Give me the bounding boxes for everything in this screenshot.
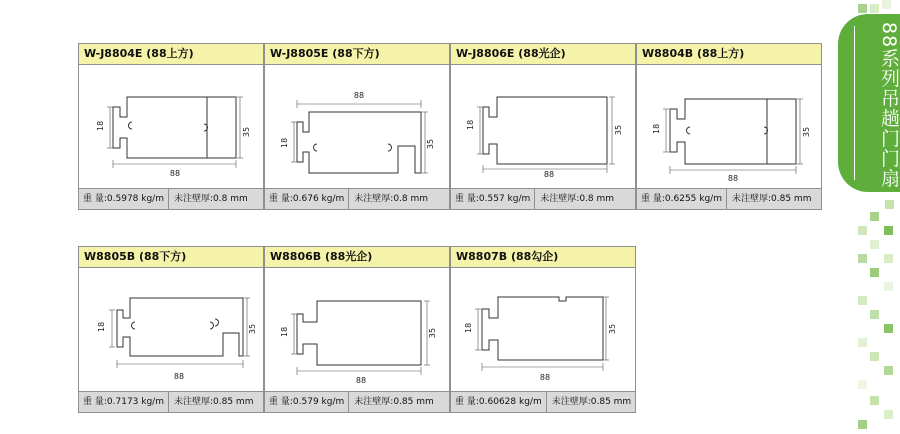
deco-square [870,310,879,319]
series-title: 88系列吊趟门门扇 [878,22,900,189]
wall-value: 0.85 mm [393,397,434,407]
wall-label: 未注壁厚: [731,194,772,204]
wall-cell [535,189,635,209]
weight-value: 0.60628 kg/m [478,397,542,407]
width-dim-label: 88 [353,91,365,100]
weight-cell [265,392,349,412]
weight-value: 0.5978 kg/m [106,194,164,204]
height-dim-label: 35 [802,126,811,138]
wall-value: 0.85 mm [590,397,632,407]
profile-model: W-J8806E (88光企) [451,44,635,65]
wall-cell [169,189,263,209]
weight-value: 0.6255 kg/m [664,194,722,204]
profile-footer [79,188,263,209]
weight-label: 重 量: [269,397,293,407]
weight-cell [79,392,169,412]
deco-square [858,380,867,389]
notch-dim-label: 18 [652,123,661,134]
width-dim-label: 88 [543,170,555,179]
width-dim-label: 88 [539,373,551,382]
wall-value: 0.85 mm [771,194,812,204]
height-dim-label: 35 [614,124,623,136]
deco-square [858,338,867,347]
wall-value: 0.85 mm [213,397,254,407]
weight-label: 重 量: [83,194,107,204]
profile-card [78,246,264,413]
width-dim-label: 88 [727,174,739,183]
deco-square [870,212,879,221]
wall-cell [169,392,263,412]
weight-cell [451,392,547,412]
deco-square [858,226,867,235]
wall-cell [349,392,449,412]
wall-label: 未注壁厚: [173,194,214,204]
weight-value: 0.557 kg/m [478,194,531,204]
weight-label: 重 量: [455,194,479,204]
profile-footer [265,188,449,209]
profile-model: W-J8805E (88下方) [265,44,449,65]
profile-model: W8804B (88上方) [637,44,821,65]
deco-square [858,4,867,13]
profile-card [450,43,636,210]
deco-square [884,254,893,263]
profile-drawing-bottom-bracket [79,267,263,392]
height-dim-label: 35 [426,138,435,150]
weight-label: 重 量: [641,194,665,204]
wall-value: 0.8 mm [393,194,429,204]
profile-model: W-J8804E (88上方) [79,44,263,65]
deco-square [884,410,893,419]
weight-label: 重 量: [83,397,107,407]
wall-label: 未注壁厚: [354,194,394,204]
notch-dim-label: 18 [280,326,289,337]
deco-square [870,240,879,249]
series-side-tab [838,14,900,192]
deco-square [885,200,894,209]
profile-footer [79,391,263,412]
profile-card [264,43,450,210]
weight-value: 0.579 kg/m [292,397,345,407]
profile-model: W8807B (88勾企) [451,247,635,268]
weight-label: 重 量: [455,397,479,407]
height-dim-label: 35 [242,126,251,138]
deco-square [870,268,879,277]
profile-footer [637,188,821,209]
deco-square [858,296,867,305]
profile-drawing-top-bracket [79,64,263,189]
profile-drawing-bottom-bracket [265,64,449,189]
deco-square [884,324,893,333]
weight-cell [265,189,349,209]
wall-label: 未注壁厚: [354,397,394,407]
height-dim-label: 35 [248,323,257,335]
wall-label: 未注壁厚: [551,397,591,407]
notch-dim-label: 18 [464,322,473,333]
weight-value: 0.7173 kg/m [106,397,164,407]
profile-drawing-top-bracket [637,64,821,189]
wall-cell [349,189,449,209]
width-dim-label: 88 [169,169,181,178]
deco-square [858,420,867,429]
weight-value: 0.676 kg/m [292,194,345,204]
profile-card [78,43,264,210]
width-dim-label: 88 [173,372,185,381]
weight-label: 重 量: [269,194,293,204]
notch-dim-label: 18 [96,120,105,131]
height-dim-label: 35 [608,323,617,335]
deco-square [870,396,879,405]
notch-dim-label: 18 [466,119,475,130]
weight-cell [79,189,169,209]
profile-drawing-flat-stile [265,267,449,392]
profile-card [636,43,822,210]
wall-value: 0.8 mm [579,194,615,204]
profile-card [264,246,450,413]
height-dim-label: 35 [428,327,437,339]
wall-cell [727,189,821,209]
deco-square [884,282,893,291]
notch-dim-label: 18 [280,137,289,148]
weight-cell [451,189,535,209]
deco-square [870,4,879,13]
wall-label: 未注壁厚: [173,397,214,407]
profile-footer [265,391,449,412]
width-dim-label: 88 [355,376,367,385]
profile-model: W8806B (88光企) [265,247,449,268]
profile-footer [451,391,635,412]
wall-value: 0.8 mm [213,194,248,204]
deco-square [858,254,867,263]
profile-drawing-hook-stile [451,267,635,392]
profile-footer [451,188,635,209]
deco-square [882,0,891,9]
deco-square [884,226,893,235]
weight-cell [637,189,727,209]
deco-square [870,352,879,361]
deco-square [884,366,893,375]
notch-dim-label: 18 [97,321,106,332]
profile-model: W8805B (88下方) [79,247,263,268]
wall-label: 未注壁厚: [540,194,580,204]
wall-cell [547,392,635,412]
profile-drawing-flat-stile [451,64,635,189]
profile-card [450,246,636,413]
